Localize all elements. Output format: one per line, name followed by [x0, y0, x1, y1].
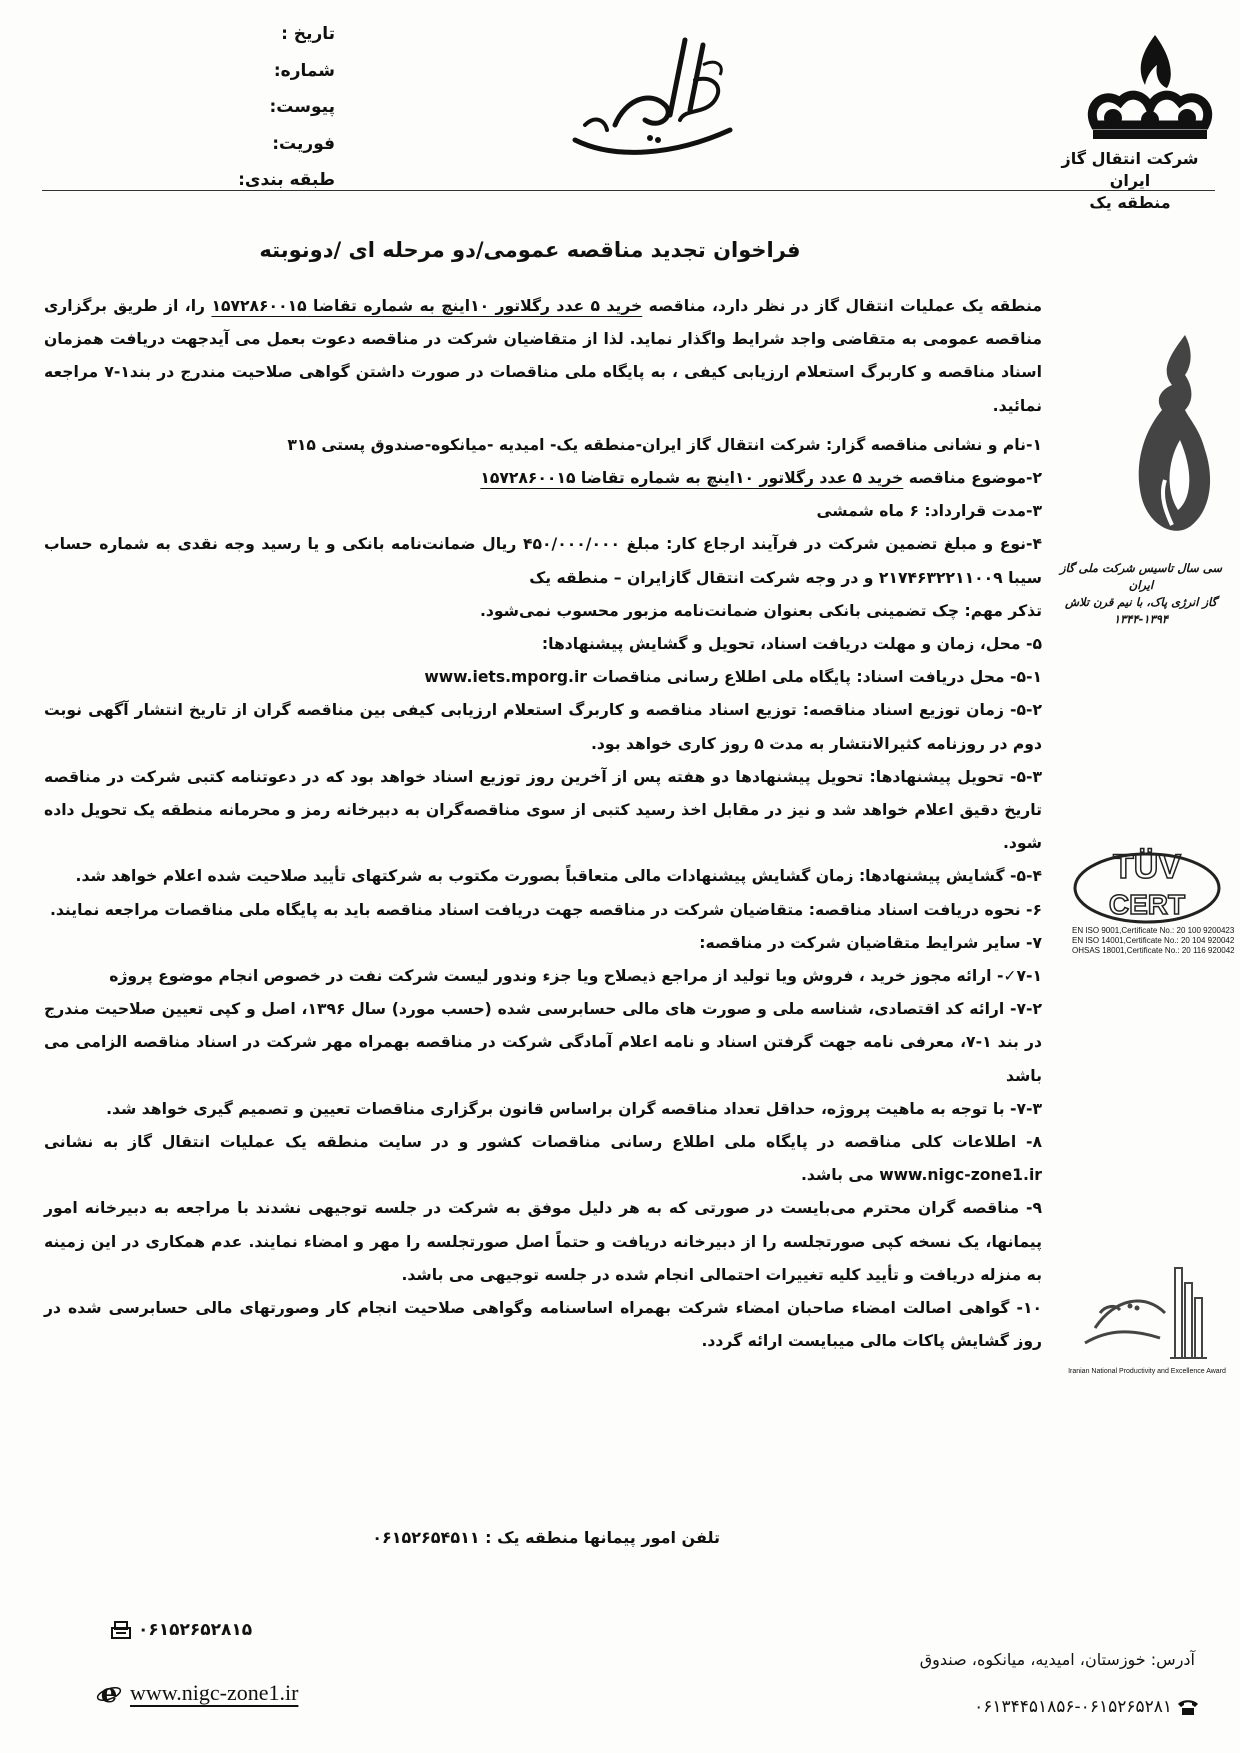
svg-text:e: e — [100, 1680, 118, 1706]
item-1: ۱-نام و نشانی مناقصه گزار: شرکت انتقال گاز ایران-منطقه یک- امیدیه -میانکوه-صندوق پستی ۳۱۵ — [287, 435, 1042, 454]
item-5-4: ۵-۴- گشایش پیشنهادها: زمان گشایش پیشنهادات مالی متعاقباً بصورت مکتوب به شرکتهای تأیید صلاحیت شده اعلام خواهد شد. — [75, 867, 1042, 886]
anniversary-years: ۱۳۴۴-۱۳۹۴ — [1113, 612, 1169, 626]
urgency-field: فوریت: — [272, 133, 335, 154]
item-2-subject: خرید ۵ عدد رگلاتور ۱۰اینچ به شماره تقاضا ۱۵۷۲۸۶۰۰۱۵ — [480, 469, 904, 488]
item-5-1 — [44, 661, 1042, 694]
item-8 — [44, 1126, 1042, 1192]
item-9: ۹- مناقصه گران محترم می‌بایست در صورتی که به هر دلیل موفق به شرکت در جلسه توجیهی نشدند با مراجعه به دبیرخانه امور پیمانها، یک نسخه کپی صورتجلسه را از دبیرخانه دریافت و حتماً اصل صورتجلسه را مهر و امضاء نمایند. عدم همکاری در این زمینه به منزله دریافت و تأیید کلیه تغییرات احتمالی انجام شده در جلسه توجیهی می باشد. — [44, 1199, 1042, 1284]
company-name — [1040, 148, 1220, 214]
header-fields — [205, 16, 335, 199]
tuv-cert-logo-icon — [1072, 838, 1222, 930]
intro-paragraph — [44, 290, 1042, 423]
important-note: تذکر مهم: چک تضمینی بانکی بعنوان ضمانت‌نامه مزبور محسوب نمی‌شود. — [479, 601, 1042, 620]
telephone-icon — [1176, 1698, 1200, 1716]
excellence-award-logo-icon — [1075, 1258, 1220, 1366]
svg-text:CERT: CERT — [1108, 889, 1186, 920]
anniversary-flame-icon — [1130, 330, 1220, 545]
telephone-numbers — [900, 1697, 1200, 1717]
fax-number — [110, 1620, 310, 1640]
item-5-3: ۵-۳- تحویل پیشنهادها: تحویل پیشنهادها دو هفته پس از آخرین روز توزیع اسناد خواهد بود که در دعوتنامه کتبی شرکت در مناقصه تاریخ دقیق اعلام خواهد شد و نیز در مقابل اخذ رسید کتبی از سوی مناقصه‌گران به دبیرخانه رمز و محرمانه منطقه یک تحویل داده شود. — [44, 767, 1042, 853]
website-link[interactable]: www.nigc-zone1.ir — [130, 1680, 299, 1705]
header-divider — [42, 190, 1215, 191]
document-title: فراخوان تجدید مناقصه عمومی/دو مرحله ای /دونوبته — [259, 238, 801, 262]
nigc-link[interactable]: www.nigc-zone1.ir — [879, 1166, 1042, 1185]
item-5-1-prefix: ۵-۱- محل دریافت اسناد: پایگاه ملی اطلاع رسانی مناقصات — [587, 668, 1042, 687]
anniversary-line1: سی سال تاسیس شرکت ملی گاز ایران — [1059, 561, 1223, 592]
attachment-field: پیوست: — [269, 97, 335, 117]
number-field: شماره: — [273, 60, 335, 81]
tuv-certificate-list — [1072, 926, 1237, 956]
company-name-line: شرکت انتقال گاز ایران — [1061, 149, 1199, 190]
item-7-3: ۷-۳- با توجه به ماهیت پروژه، حداقل تعداد مناقصه گران براساس قانون برگزاری مناقصات تعیین و تصمیم گیری خواهد شد. — [106, 1099, 1042, 1118]
award-caption: Iranian National Productivity and Excellence Award — [1068, 1368, 1226, 1375]
item-10: ۱۰- گواهی اصالت امضاء صاحبان امضاء شرکت بهمراه اساسنامه وگواهی صلاحیت انجام کار وصورتهای مالی حسابرسی شده در روز گشایش پاکات مالی میبایست ارائه گردد. — [44, 1299, 1042, 1351]
iets-link[interactable]: www.iets.mporg.ir — [424, 668, 587, 687]
postal-address: آدرس: خوزستان، امیدیه، میانکوه، صندوق — [919, 1650, 1195, 1669]
contracts-phone: تلفن امور پیمانها منطقه یک : ۰۶۱۵۲۶۵۴۵۱۱ — [372, 1528, 720, 1547]
website — [96, 1680, 376, 1706]
besmeh-calligraphy — [555, 20, 745, 165]
intro-part1: منطقه یک عملیات انتقال گاز در نظر دارد، مناقصه — [642, 297, 1042, 315]
item-8-suffix: می باشد. — [800, 1166, 880, 1185]
anniversary-text — [1055, 560, 1227, 628]
item-8-prefix: ۸- اطلاعات کلی مناقصه در پایگاه ملی اطلاع رسانی مناقصات کشور و در سایت منطقه یک عملیات انتقال گاز به نشانی — [44, 1133, 1042, 1152]
date-field: تاریخ : — [281, 24, 335, 44]
telephone-value: ۰۶۱۳۴۴۵۱۸۵۶-۰۶۱۵۲۶۵۲۸۱ — [974, 1697, 1172, 1717]
item-6: ۶- نحوه دریافت اسناد مناقصه: متقاضیان شرکت در مناقصه جهت دریافت اسناد مناقصه باید به پایگاه ملی مناقصات مراجعه نمایند. — [49, 900, 1042, 919]
item-7: ۷- سایر شرایط متقاضیان شرکت در مناقصه: — [699, 933, 1042, 952]
item-2 — [44, 462, 1042, 495]
tuv-cert-line: EN ISO 9001,Certificate No.: 20 100 9200423 — [1072, 926, 1235, 935]
company-logo-icon — [1085, 30, 1215, 145]
item-4: ۴-نوع و مبلغ تضمین شرکت در فرآیند ارجاع کار: مبلغ ۴۵۰/۰۰۰/۰۰۰ ریال ضمانت‌نامه بانکی و یا رسید وجه نقدی به شماره حساب سیبا ۲۱۷۴۶۳۲۲۱۱۰۰۹ و در وجه شرکت انتقال گازایران – منطقه یک — [44, 535, 1042, 587]
classification-field: طبقه بندی: — [238, 170, 335, 190]
tuv-cert-line: OHSAS 18001,Certificate No.: 20 116 920042 — [1072, 946, 1235, 955]
fax-value: ۰۶۱۵۲۶۵۲۸۱۵ — [138, 1620, 253, 1640]
svg-text:TÜV: TÜV — [1113, 848, 1181, 886]
item-5-2: ۵-۲- زمان توزیع اسناد مناقصه: توزیع اسناد مناقصه و کاربرگ استعلام ارزیابی کیفی بین مناقصه گران از تاریخ انتشار آگهی نوبت دوم در روزنامه کثیرالانتشار به مدت ۵ روز کاری خواهد بود. — [44, 701, 1042, 753]
intro-subject-underlined: خرید ۵ عدد رگلاتور ۱۰اینچ به شماره تقاضا ۱۵۷۲۸۶۰۰۱۵ — [211, 297, 643, 315]
document-body — [44, 290, 1042, 1359]
item-2-prefix: ۲-موضوع مناقصه — [903, 469, 1042, 488]
fax-icon — [110, 1620, 132, 1640]
item-7-1: ۷-۱✓- ارائه مجوز خرید ، فروش ویا تولید از مراجع ذیصلاح ویا جزء وندور لیست شرکت نفت در خصوص انجام موضوع پروژه — [109, 967, 1042, 986]
internet-explorer-icon — [96, 1680, 122, 1706]
item-7-2: ۷-۲- ارائه کد اقتصادی، شناسه ملی و صورت های مالی حسابرسی شده (حسب مورد) سال ۱۳۹۶، اصل و کپی تعیین صلاحیت مندرج در بند ۱-۷، معرفی نامه جهت گرفتن اسناد و نامه اعلام آمادگی شرکت در مناقصه بهمراه مهر شرکت در اسناد مناقصه الزامی می باشد — [44, 1000, 1042, 1085]
item-3: ۳-مدت قرارداد: ۶ ماه شمشی — [816, 502, 1042, 521]
anniversary-line2: گاز انرژی پاک، با نیم قرن تلاش — [1065, 595, 1217, 609]
company-region-line: منطقه یک — [1089, 193, 1171, 212]
tuv-cert-line: EN ISO 14001,Certificate No.: 20 104 920042 — [1072, 936, 1235, 945]
item-5: ۵- محل، زمان و مهلت دریافت اسناد، تحویل و گشایش پیشنهادها: — [541, 635, 1042, 654]
intro-part2: را، از طریق برگزاری مناقصه عمومی به متقاضی واجد شرایط واگذار نماید. لذا از متقاضیان شرکت در مناقصه دعوت بعمل می آیدجهت دریافت همزمان اسناد مناقصه و کاربرگ استعلام ارزیابی کیفی ، به پایگاه ملی مناقصات در صورت داشتن گواهی صلاحیت مندرج در بند۱-۷ مراجعه نمائید. — [44, 297, 1042, 415]
